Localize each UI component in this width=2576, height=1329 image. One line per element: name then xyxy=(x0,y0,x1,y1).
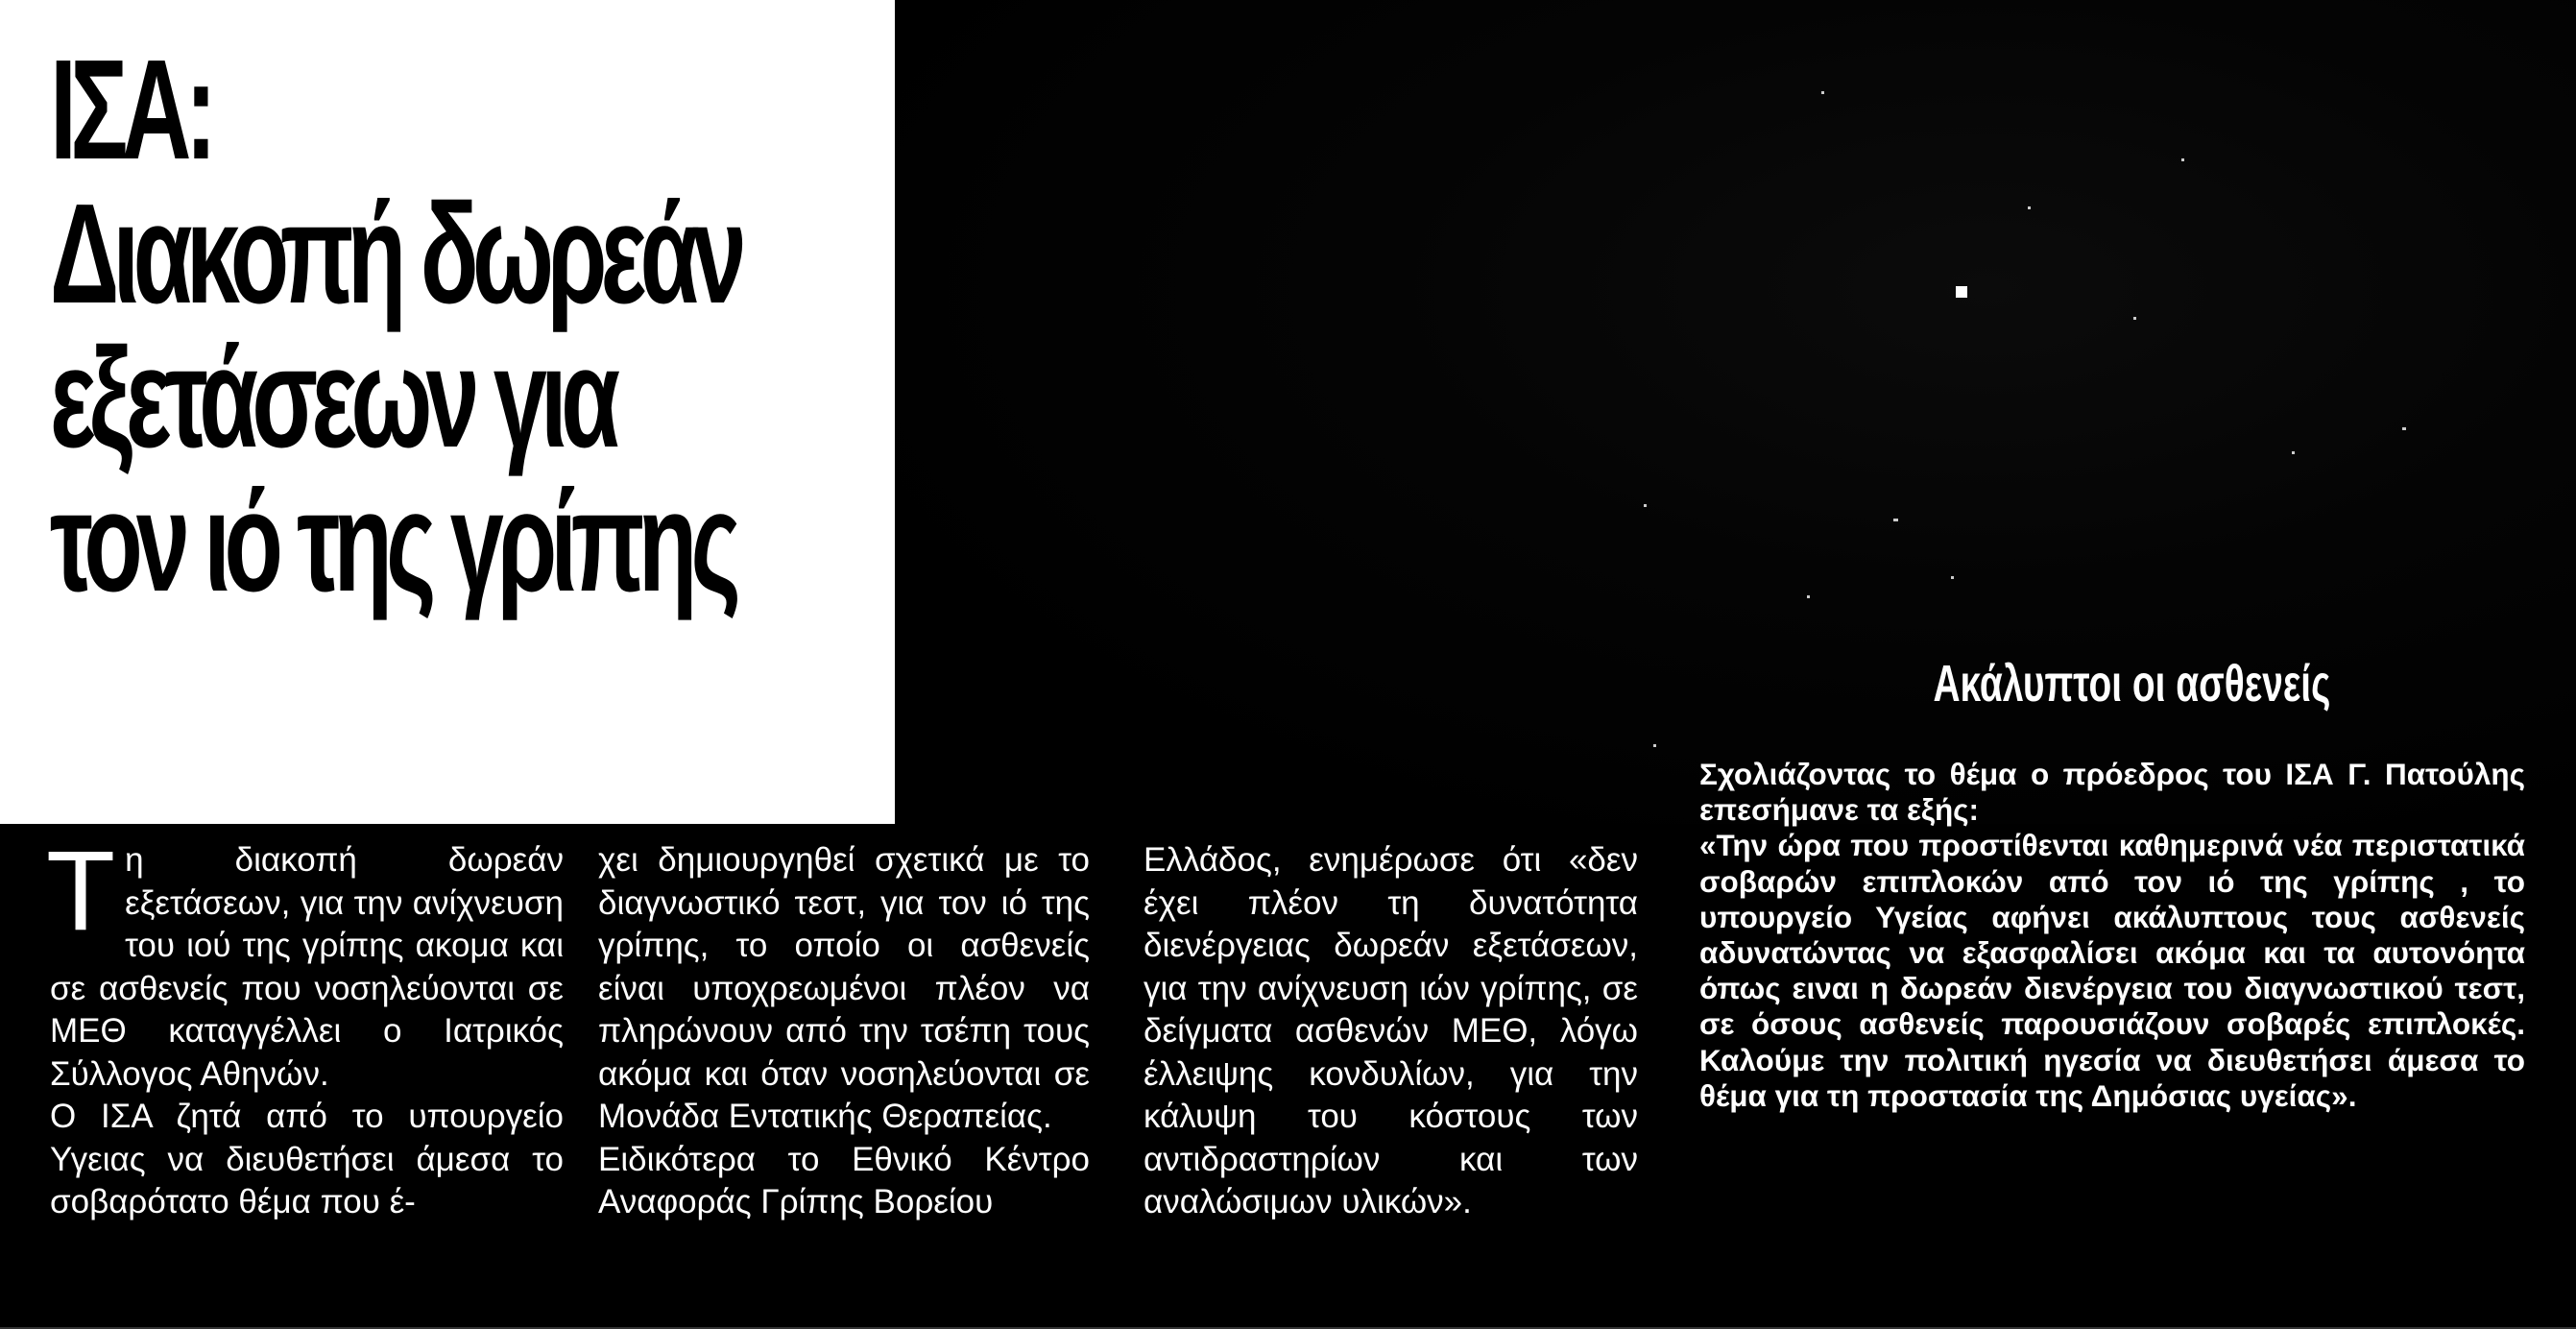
sidebar-quote: «Την ώρα που προστίθενται καθημερινά νέα περιστατικά σοβαρών επιπλοκών από τον ιό της γρίπης , το υπουργείο Υγείας αφήνει ακάλυπτους τους ασθενείς αδυνατώντας να εξασφαλίσει ακόμα και τα αυτονόητα όπως ειναι η δωρεάν διενέργεια του διαγνωστικού τεστ, σε όσους ασθενείς παρουσιάζουν σοβαρές επιπλοκές. Καλούμε την πολιτική ηγεσία να διευθετήσει άμεσα το θέμα για τη προστασία της Δημόσιας υγείας». xyxy=(1699,828,2525,1113)
headline-line-4: τον ιό της γρίπης xyxy=(50,463,735,621)
sidebar-title xyxy=(1699,653,2564,714)
headline-line-1: ΙΣΑ: xyxy=(50,31,211,189)
photo-speck xyxy=(2402,427,2406,430)
paragraph: χει δημιουργηθεί σχετικά με το διαγνωστικό τεστ, για τον ιό της γρίπης, το οποίο οι ασθενείς είναι υποχρεωμένοι πλέον να πληρώνουν από την τσέπη τους ακόμα και όταν νοσηλεύονται σε Μονάδα Εντατικής Θεραπείας. xyxy=(598,841,1090,1135)
sidebar-title-text: Ακάλυπτοι οι ασθενείς xyxy=(1933,655,2330,713)
article-column-1 xyxy=(46,828,564,1224)
sidebar-intro: Σχολιάζοντας το θέμα ο πρόεδρος του ΙΣΑ Γ. Πατούλης επεσήμανε τα εξής: xyxy=(1699,757,2525,828)
paragraph: Ελλάδος, ενημέρωσε ότι «δεν έχει πλέον τη δυνατότητα διενέργειας δωρεάν εξετάσεων, για την ανίχνευση ιών γρίπης, σε δείγματα ασθενών ΜΕΘ, λόγω έλλειψης κονδυλίων, για την κάλυψη του κόστους των αντιδραστηρίων και των αναλώσιμων υλικών». xyxy=(1144,841,1638,1220)
headline xyxy=(50,31,899,621)
paragraph-text: η διακοπή δωρεάν εξετάσεων, για την ανίχνευση του ιού της γρίπης ακομα και σε ασθενείς που νοσηλεύονται σε ΜΕΘ καταγγέλλει ο Ιατρικός Σύλλογος Αθηνών. xyxy=(50,841,564,1093)
headline-box xyxy=(0,0,895,824)
photo-speck xyxy=(2181,158,2184,161)
photo-speck xyxy=(2292,451,2295,454)
article-column-2 xyxy=(598,839,1090,1224)
headline-line-2: Διακοπή δωρεάν xyxy=(50,175,740,333)
sidebar-text xyxy=(1699,757,2525,1114)
headline-line-3: εξετάσεων για xyxy=(50,319,614,477)
photo-speck xyxy=(1893,519,1898,521)
photo-highlight xyxy=(1956,286,1967,298)
photo-speck xyxy=(2133,317,2136,320)
article-column-3 xyxy=(1144,839,1638,1224)
photo-speck xyxy=(1653,744,1656,747)
photo-speck xyxy=(1951,576,1954,579)
photo-speck xyxy=(2028,206,2031,209)
paragraph: Ειδικότερα το Εθνικό Κέντρο Αναφοράς Γρίπης Βορείου xyxy=(598,1140,1090,1220)
photo-speck xyxy=(1807,595,1810,598)
photo-speck xyxy=(1821,91,1824,94)
paragraph: Ο ΙΣΑ ζητά από το υπουργείο Υγειας να διευθετήσει άμεσα το σοβαρότατο θέμα που έ- xyxy=(50,1098,564,1220)
drop-cap: Τ xyxy=(46,828,116,954)
photo-speck xyxy=(1644,504,1647,507)
paragraph xyxy=(46,828,564,1096)
